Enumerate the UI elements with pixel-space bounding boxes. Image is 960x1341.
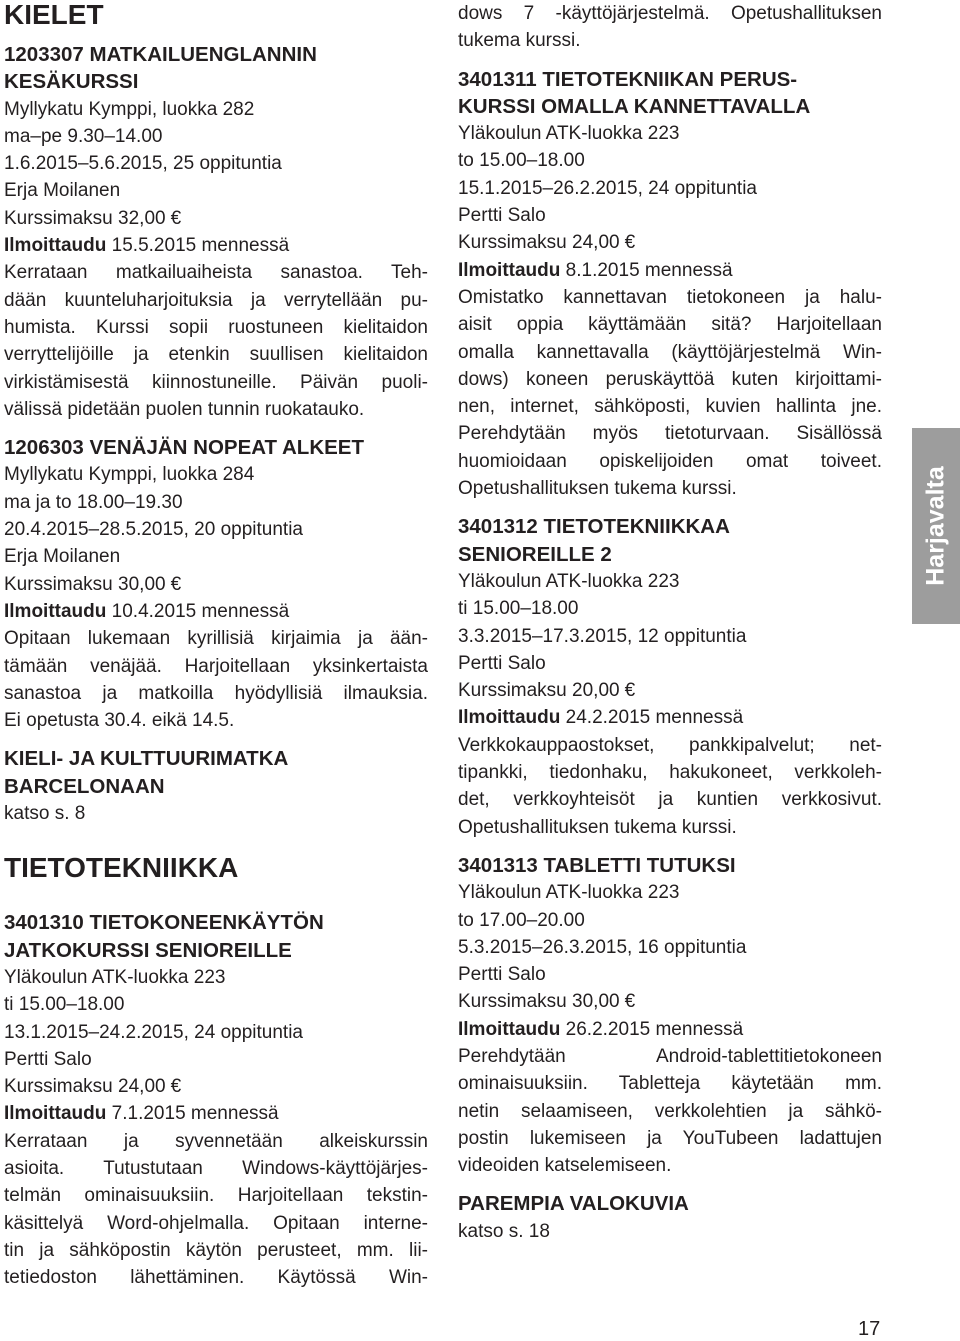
course-fee (458, 677, 882, 704)
euro-symbol: € (170, 573, 182, 595)
fee-text: Kurssimaksu 32,00 (4, 207, 166, 229)
course-description-line: Opitaan lukemaan kyrillisiä kirjaimia ja ään- (4, 628, 428, 650)
course-description-line: dows) koneen peruskäyttöä kuten kirjoittami- (458, 368, 882, 390)
course-description-line: humista. Kurssi sopii ruostuneen kielitaidon (4, 316, 428, 338)
see-page-reference: katso s. 18 (458, 1220, 550, 1242)
course-description-line: sanastoa ja matkoilla hyödyllisiä ilmauksia. (4, 682, 428, 704)
course-description-line: det, verkkoyhteisöt ja kuntien verkkosivut. (458, 789, 882, 811)
course-fee (4, 571, 428, 598)
course-description-line: postin lukemiseen ja YouTubeen ladattujen (458, 1127, 882, 1149)
course-time: ti 15.00–18.00 (458, 598, 579, 620)
course-description-line: käsittelyä Word-ohjelmalla. Opitaan interne- (4, 1212, 428, 1234)
course-dates: 3.3.2015–17.3.2015, 12 oppituntia (458, 625, 747, 647)
side-tab-label: Harjavalta (921, 466, 950, 586)
course-location: Myllykatu Kymppi, luokka 282 (4, 98, 255, 120)
register-deadline: 15.5.2015 mennessä (111, 235, 290, 257)
register-deadline: 7.1.2015 mennessä (111, 1103, 279, 1125)
course-location: Yläkoulun ATK-luokka 223 (458, 123, 680, 145)
course-description-line: dään kuunteluharjoituksia ja verrytellään pu- (4, 289, 428, 311)
course-valokuvia (458, 1190, 882, 1245)
course-title: 1203307 MATKAILUENGLANNIN (4, 43, 317, 66)
course-description-line: Kerrataan ja syvennetään alkeiskurssin (4, 1130, 428, 1152)
course-dates: 5.3.2015–26.3.2015, 16 oppituntia (458, 936, 747, 958)
fee-text: Kurssimaksu 24,00 (458, 232, 620, 254)
register-label: Ilmoittaudu (4, 235, 107, 257)
course-title: 3401311 TIETOTEKNIIKAN PERUS- (458, 67, 798, 91)
course-registration (4, 1100, 428, 1127)
euro-symbol: € (170, 1076, 182, 1098)
course-description-line: Ei opetusta 30.4. eikä 14.5. (4, 710, 235, 732)
course-registration (458, 704, 882, 731)
register-label: Ilmoittaudu (458, 707, 561, 729)
fee-text: Kurssimaksu 30,00 (4, 573, 166, 595)
register-deadline: 24.2.2015 mennessä (565, 707, 744, 729)
course-description-line: Perehdytään Android-tablettitietokoneen (458, 1045, 882, 1067)
course-location: Yläkoulun ATK-luokka 223 (4, 966, 226, 988)
course-description-line: tin ja sähköpostin käytön perusteet, mm. lii- (4, 1239, 428, 1261)
course-title: KESÄKURSSI (4, 70, 139, 94)
course-description-line: Opetushallituksen tukema kurssi. (458, 816, 737, 838)
course-dates: 13.1.2015–24.2.2015, 24 oppituntia (4, 1021, 303, 1043)
course-description-line: telmän ominaisuuksiin. Harjoitellaan tekstin- (4, 1185, 428, 1207)
page-number: 17 (858, 1318, 881, 1340)
right-column (458, 0, 882, 1245)
course-description-line: asioita. Tutustutaan Windows-käyttöjärjes- (4, 1157, 428, 1179)
course-location: Yläkoulun ATK-luokka 223 (458, 570, 680, 592)
course-title: KURSSI OMALLA KANNETTAVALLA (458, 94, 811, 118)
register-label: Ilmoittaudu (458, 259, 561, 281)
euro-symbol: € (624, 680, 636, 702)
course-time: to 15.00–18.00 (458, 150, 585, 172)
course-location: Yläkoulun ATK-luokka 223 (458, 882, 680, 904)
section-title-kielet: KIELET (4, 0, 104, 30)
euro-symbol: € (170, 207, 182, 229)
course-teacher: Erja Moilanen (4, 546, 121, 568)
course-teacher: Pertti Salo (458, 205, 546, 227)
course-teacher: Pertti Salo (4, 1048, 92, 1070)
course-fee (4, 1073, 428, 1100)
side-tab-harjavalta (912, 428, 960, 624)
euro-symbol: € (624, 232, 636, 254)
course-description-line: verryttelijöille ja etenkin suullisen kielitaidon (4, 344, 428, 366)
course-title: KIELI- JA KULTTUURIMATKA (4, 747, 289, 771)
course-description-line: tämään venäjää. Harjoitellaan yksinkertaista (4, 655, 428, 677)
register-label: Ilmoittaudu (4, 1103, 107, 1125)
course-3401312 (458, 513, 882, 841)
course-description-line: Perehdytään myös tietoturvaan. Sisällössä (458, 423, 882, 445)
course-title: PAREMPIA VALOKUVIA (458, 1192, 689, 1216)
course-registration (458, 257, 882, 284)
course-description-line: tipankki, tiedonhaku, hakukoneet, verkkoleh- (458, 762, 882, 784)
course-1206303 (4, 434, 428, 734)
course-description-line: huomioidaan opiskelijoiden omat toiveet. (458, 450, 882, 472)
fee-text: Kurssimaksu 24,00 (4, 1076, 166, 1098)
fee-text: Kurssimaksu 30,00 (458, 991, 620, 1013)
left-column (4, 0, 428, 1291)
course-time: ti 15.00–18.00 (4, 994, 125, 1016)
course-description-line: Opetushallituksen tukema kurssi. (458, 478, 737, 500)
course-teacher: Erja Moilanen (4, 180, 121, 202)
course-time: ma ja to 18.00–19.30 (4, 491, 183, 513)
course-title: 3401310 TIETOKONEENKÄYTÖN (4, 911, 324, 935)
course-description-line: nen, internet, sähköposti, kuvien hallinta jne. (458, 396, 882, 418)
course-barcelona (4, 745, 428, 827)
register-deadline: 26.2.2015 mennessä (565, 1018, 744, 1040)
course-description-line: netin selaamiseen, verkkolehtien ja sähkö- (458, 1100, 882, 1122)
course-title: BARCELONAAN (4, 774, 165, 798)
course-fee (458, 229, 882, 256)
register-label: Ilmoittaudu (458, 1018, 561, 1040)
course-description-line: ominaisuuksiin. Tabletteja käytetään mm. (458, 1073, 882, 1095)
course-1203307 (4, 41, 428, 423)
course-description-line: omalla kannettavalla (käyttöjärjestelmä Win- (458, 341, 882, 363)
course-dates: 15.1.2015–26.2.2015, 24 oppituntia (458, 177, 757, 199)
section-title-tietotekniikka: TIETOTEKNIIKKA (4, 852, 239, 884)
course-title: 3401312 TIETOTEKNIIKKAA (458, 515, 730, 539)
course-teacher: Pertti Salo (458, 964, 546, 986)
course-time: to 17.00–20.00 (458, 909, 585, 931)
register-deadline: 8.1.2015 mennessä (565, 259, 733, 281)
course-location: Myllykatu Kymppi, luokka 284 (4, 464, 255, 486)
course-description-line: videoiden katselemiseen. (458, 1155, 672, 1177)
see-page-reference: katso s. 8 (4, 803, 86, 825)
course-title: 1206303 VENÄJÄN NOPEAT ALKEET (4, 436, 365, 460)
euro-symbol: € (624, 991, 636, 1013)
course-title: JATKOKURSSI SENIOREILLE (4, 938, 292, 962)
fee-text: Kurssimaksu 20,00 (458, 680, 620, 702)
course-description-line: tetiedoston lähettäminen. Käytössä Win- (4, 1267, 428, 1289)
course-fee (4, 205, 428, 232)
continued-description-line: tukema kurssi. (458, 30, 581, 52)
register-label: Ilmoittaudu (4, 600, 107, 622)
course-description-line: Verkkokauppaostokset, pankkipalvelut; net- (458, 734, 882, 756)
course-description-line: virkistämisestä kiinnostuneille. Päivän puoli- (4, 371, 428, 393)
course-description-line: aisit oppia käyttämään sitä? Harjoitellaan (458, 314, 882, 336)
course-fee (458, 988, 882, 1015)
course-description-line: Kerrataan matkailuaiheista sanastoa. Teh- (4, 262, 428, 284)
course-time: ma–pe 9.30–14.00 (4, 125, 163, 147)
course-3401311 (458, 66, 882, 503)
course-title: 3401313 TABLETTI TUTUKSI (458, 853, 736, 877)
course-dates: 1.6.2015–5.6.2015, 25 oppituntia (4, 153, 282, 175)
course-registration (4, 232, 428, 259)
course-teacher: Pertti Salo (458, 652, 546, 674)
course-registration (4, 598, 428, 625)
register-deadline: 10.4.2015 mennessä (111, 600, 290, 622)
course-registration (458, 1016, 882, 1043)
continued-description-line: dows 7 -käyttöjärjestelmä. Opetushallituksen (458, 3, 882, 24)
course-dates: 20.4.2015–28.5.2015, 20 oppituntia (4, 519, 303, 541)
course-3401313 (458, 852, 882, 1180)
course-description-line: Omistatko kannettavan tietokoneen ja halu- (458, 286, 882, 308)
course-title: SENIOREILLE 2 (458, 542, 612, 566)
course-description-line: välissä pidetään puolen tunnin ruokatauko. (4, 398, 365, 420)
course-3401310 (4, 909, 428, 1291)
